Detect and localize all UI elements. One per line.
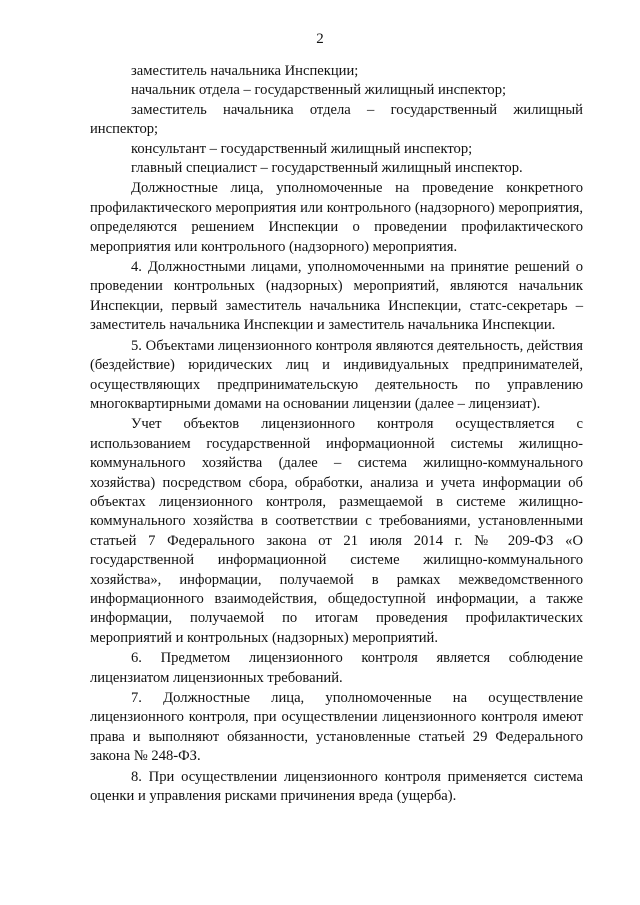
- paragraph-6: 6. Предметом лицензионного контроля является соблюдение лицензиатом лицензионных требований.: [90, 650, 583, 686]
- document-body: [90, 62, 583, 806]
- list-item-consultant: консультант – государственный жилищный инспектор;: [131, 140, 473, 157]
- list-item-chief-specialist: главный специалист – государственный жилищный инспектор.: [131, 160, 523, 177]
- page-number: 2: [316, 31, 324, 47]
- paragraph-4: 4. Должностными лицами, уполномоченными на принятие решений о проведении контрольных (надзорных) мероприятий, являются начальник Инспекции, первый заместитель начальника Инспекции, статс-секретарь – заместитель начальника Инспекции и заместитель начальника Инспекции.: [90, 259, 583, 334]
- paragraph-5-accounting: Учет объектов лицензионного контроля осуществляется с использованием государственной информационной системы жилищно-коммунального хозяйства (далее – система жилищно-коммунального хозяйства) посредством сбора, обработки, анализа и учета информации об объектах лицензионного контроля, размещаемой в системе жилищно-коммунального хозяйства в соответствии с требованиями, установленными статьей 7 Федерального закона от 21 июля 2014 г. № 209-ФЗ «О государственной информационной системе жилищно-коммунального хозяйства», информации, получаемой в рамках межведомственного информационного взаимодействия, общедоступной информации, а также информации, получаемой по итогам проведения профилактических мероприятий и контрольных (надзорных) мероприятий.: [90, 416, 583, 646]
- paragraph-5: 5. Объектами лицензионного контроля являются деятельность, действия (бездействие) юридических лиц и индивидуальных предпринимателей, осуществляющих предпринимательскую деятельность по управлению многоквартирными домами на основании лицензии (далее – лицензиат).: [90, 337, 583, 412]
- list-item-deputy-department-head: заместитель начальника отдела – государственный жилищный инспектор;: [90, 101, 583, 138]
- paragraph-8: 8. При осуществлении лицензионного контроля применяется система оценки и управления рисками причинения вреда (ущерба).: [90, 768, 583, 805]
- list-item-deputy-head: заместитель начальника Инспекции;: [131, 63, 359, 79]
- paragraph-authorized-officials: Должностные лица, уполномоченные на проведение конкретного профилактического мероприятия или контрольного (надзорного) мероприятия, определяются решением Инспекции о проведении профилактического мероприятия или контрольного (надзорного) мероприятия.: [90, 180, 583, 255]
- paragraph-7: 7. Должностные лица, уполномоченные на осуществление лицензионного контроля, при осуществлении лицензионного контроля имеют права и выполняют обязанности, установленные статьей 29 Федерального закона № 248-ФЗ.: [90, 690, 583, 765]
- list-item-department-head: начальник отдела – государственный жилищный инспектор;: [131, 82, 507, 99]
